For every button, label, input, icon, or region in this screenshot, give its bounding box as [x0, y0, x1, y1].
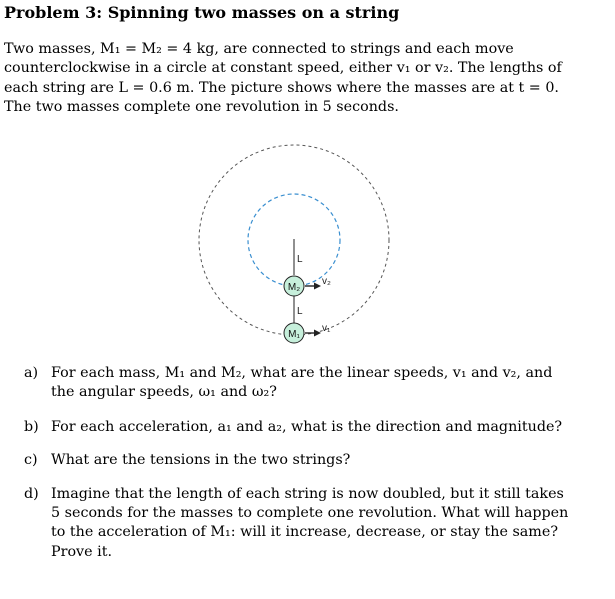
question-c — [24, 451, 609, 470]
question-text-line: the angular speeds, ω₁ and ω₂? — [51, 384, 277, 401]
question-text-line: Imagine that the length of each string is now doubled, but it still takes — [51, 485, 564, 502]
question-list — [24, 364, 609, 562]
question-text-line: For each acceleration, a₁ and a₂, what is the direction and magnitude? — [51, 418, 563, 435]
question-label: a) — [24, 365, 39, 381]
question-text-line: 5 seconds for the masses to complete one revolution. What will happen — [51, 505, 569, 522]
velocity-1-label: v₁ — [322, 323, 331, 334]
question-label: b) — [24, 418, 39, 435]
spinning-masses-figure — [190, 136, 400, 352]
question-label: d) — [24, 485, 39, 502]
question-text-line: What are the tensions in the two strings? — [51, 452, 351, 469]
question-text-line: to the acceleration of M₁: will it increase, decrease, or stay the same? — [51, 524, 558, 541]
problem-title: Problem 3: Spinning two masses on a string — [4, 3, 400, 22]
statement-line: each string are L = 0.6 m. The picture shows where the masses are at t = 0. — [4, 79, 559, 96]
velocity-2-label: v₂ — [322, 276, 331, 287]
mass-2-label: M₂ — [287, 282, 301, 293]
question-a — [24, 364, 609, 403]
upper-string-length-label: L — [297, 254, 303, 265]
velocity-1-arrow-icon — [314, 330, 321, 337]
statement-line: counterclockwise in a circle at constant speed, either v₁ or v₂. The lengths of — [4, 60, 562, 77]
question-label: c) — [24, 452, 38, 469]
velocity-2-arrow-icon — [314, 283, 321, 290]
figure-drawing — [190, 136, 400, 352]
lower-string-length-label: L — [297, 306, 303, 317]
question-text-line: For each mass, M₁ and M₂, what are the linear speeds, v₁ and v₂, and — [51, 365, 553, 381]
statement-line: The two masses complete one revolution in 5 seconds. — [4, 99, 399, 116]
statement-line: Two masses, M₁ = M₂ = 4 kg, are connected to strings and each move — [4, 41, 514, 57]
mass-1-label: M₁ — [288, 329, 300, 340]
question-d — [24, 485, 609, 563]
problem-statement — [4, 40, 604, 118]
question-text-line: Prove it. — [51, 543, 113, 560]
question-b — [24, 418, 609, 437]
